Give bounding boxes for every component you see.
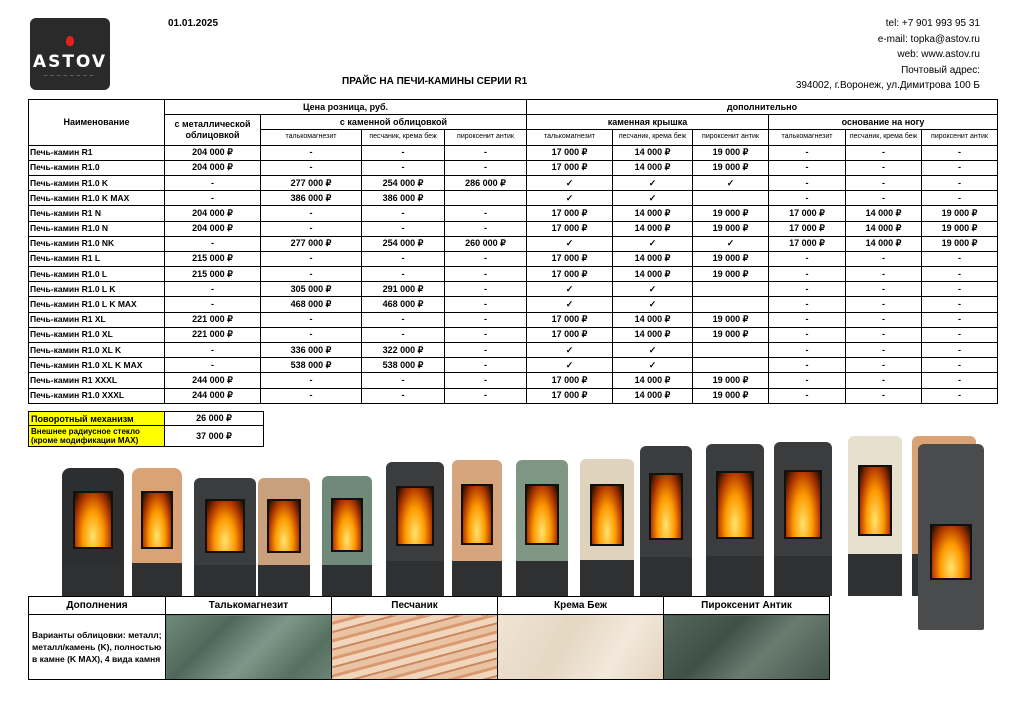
price-cell: - xyxy=(769,343,846,358)
price-cell: - xyxy=(769,191,846,206)
product-name: Печь-камин R1.0 XXXL xyxy=(29,388,165,403)
price-cell: 17 000 ₽ xyxy=(527,221,613,236)
price-cell: 19 000 ₽ xyxy=(693,267,769,282)
price-cell: 468 000 ₽ xyxy=(261,297,362,312)
price-cell: 14 000 ₽ xyxy=(846,236,922,251)
additions-table xyxy=(28,596,830,680)
stove-image xyxy=(322,476,372,596)
price-cell: 19 000 ₽ xyxy=(693,312,769,327)
table-row xyxy=(29,160,998,175)
price-cell: 336 000 ₽ xyxy=(261,343,362,358)
contact-address-label: Почтовый адрес: xyxy=(901,64,980,76)
check-icon: ✓ xyxy=(613,191,693,206)
price-cell: - xyxy=(445,388,527,403)
stone-name: Крема Беж xyxy=(498,597,664,615)
extra-value: 37 000 ₽ xyxy=(165,426,264,447)
price-cell: 17 000 ₽ xyxy=(527,388,613,403)
price-cell: 260 000 ₽ xyxy=(445,236,527,251)
price-cell: 386 000 ₽ xyxy=(362,191,445,206)
price-cell: 386 000 ₽ xyxy=(261,191,362,206)
price-cell: 17 000 ₽ xyxy=(527,327,613,342)
header-base: основание на ногу xyxy=(769,115,998,130)
price-cell: - xyxy=(362,327,445,342)
price-cell: - xyxy=(769,160,846,175)
subheader-cell: талькомагнезит xyxy=(527,130,613,145)
product-name: Печь-камин R1.0 XL K xyxy=(29,343,165,358)
product-name: Печь-камин R1.0 XL xyxy=(29,327,165,342)
price-cell: 17 000 ₽ xyxy=(769,221,846,236)
stove-image xyxy=(580,459,634,596)
fire-window xyxy=(930,524,972,580)
additions-description: Варианты облицовки: металл; металл/камень (K), полностью в камне (K MAX), 4 вида камня xyxy=(29,615,166,680)
price-cell: - xyxy=(445,373,527,388)
price-cell: 14 000 ₽ xyxy=(613,251,693,266)
stove-base xyxy=(386,561,444,596)
product-name: Печь-камин R1.0 L xyxy=(29,267,165,282)
price-cell: 322 000 ₽ xyxy=(362,343,445,358)
price-cell: - xyxy=(261,327,362,342)
stone-name: Песчаник xyxy=(332,597,498,615)
check-icon: ✓ xyxy=(693,236,769,251)
fire-window xyxy=(396,486,433,546)
contact-phone[interactable]: tel: +7 901 993 95 31 xyxy=(885,18,980,29)
price-cell: - xyxy=(846,358,922,373)
document-date: 01.01.2025 xyxy=(168,18,219,29)
price-cell: - xyxy=(769,358,846,373)
stove-image xyxy=(194,478,256,596)
stove-base xyxy=(132,563,182,596)
extra-label: Внешнее радиусное стекло (кроме модификации MAX) xyxy=(29,426,165,447)
stove-base xyxy=(640,557,692,596)
table-row xyxy=(29,312,998,327)
price-cell: 538 000 ₽ xyxy=(362,358,445,373)
price-cell: - xyxy=(769,388,846,403)
price-cell: - xyxy=(445,312,527,327)
fire-window xyxy=(73,491,113,549)
price-cell xyxy=(693,343,769,358)
price-cell: 14 000 ₽ xyxy=(613,221,693,236)
price-cell: 277 000 ₽ xyxy=(261,236,362,251)
fire-window xyxy=(590,484,625,546)
check-icon: ✓ xyxy=(613,175,693,190)
check-icon: ✓ xyxy=(527,175,613,190)
check-icon: ✓ xyxy=(613,236,693,251)
price-cell: - xyxy=(769,175,846,190)
subheader-cell: пироксенит антик xyxy=(445,130,527,145)
product-name: Печь-камин R1.0 K MAX xyxy=(29,191,165,206)
pyroxenite-swatch xyxy=(664,615,830,680)
price-cell: - xyxy=(261,251,362,266)
price-cell: 221 000 ₽ xyxy=(165,312,261,327)
price-cell: - xyxy=(846,297,922,312)
price-cell: - xyxy=(165,191,261,206)
price-cell: 17 000 ₽ xyxy=(527,251,613,266)
subheader-cell: пироксенит антик xyxy=(922,130,998,145)
price-cell: - xyxy=(362,388,445,403)
price-cell: - xyxy=(846,282,922,297)
product-name: Печь-камин R1.0 L K xyxy=(29,282,165,297)
price-cell: - xyxy=(362,145,445,160)
product-name: Печь-камин R1 L xyxy=(29,251,165,266)
price-cell: 19 000 ₽ xyxy=(693,160,769,175)
price-cell: 17 000 ₽ xyxy=(527,145,613,160)
stove-image xyxy=(258,478,310,596)
product-name: Печь-камин R1.0 N xyxy=(29,221,165,236)
price-cell: - xyxy=(165,282,261,297)
stove-base xyxy=(322,565,372,596)
price-cell: - xyxy=(769,373,846,388)
price-cell: 17 000 ₽ xyxy=(527,373,613,388)
header-price: Цена розница, руб. xyxy=(165,100,527,115)
price-cell: 19 000 ₽ xyxy=(693,373,769,388)
price-cell: - xyxy=(846,343,922,358)
flame-icon xyxy=(66,36,74,46)
price-cell: 204 000 ₽ xyxy=(165,221,261,236)
price-cell: 14 000 ₽ xyxy=(613,327,693,342)
price-cell: - xyxy=(846,312,922,327)
logo-subtext: ──────── xyxy=(43,73,97,79)
product-name: Печь-камин R1 XL xyxy=(29,312,165,327)
price-cell: - xyxy=(165,236,261,251)
fire-window xyxy=(649,473,682,540)
price-cell: 244 000 ₽ xyxy=(165,388,261,403)
price-cell: - xyxy=(922,373,998,388)
price-cell: 254 000 ₽ xyxy=(362,236,445,251)
check-icon: ✓ xyxy=(527,358,613,373)
price-cell: 14 000 ₽ xyxy=(846,206,922,221)
table-row xyxy=(29,373,998,388)
talcomagnesite-swatch xyxy=(166,615,332,680)
price-cell: 14 000 ₽ xyxy=(613,373,693,388)
price-cell: - xyxy=(261,145,362,160)
table-row xyxy=(29,236,998,251)
price-cell: 204 000 ₽ xyxy=(165,145,261,160)
price-cell: - xyxy=(165,343,261,358)
price-cell: 19 000 ₽ xyxy=(693,221,769,236)
price-cell: - xyxy=(261,221,362,236)
price-cell: 14 000 ₽ xyxy=(613,267,693,282)
header-name: Наименование xyxy=(29,100,165,146)
fire-window xyxy=(858,465,893,536)
check-icon: ✓ xyxy=(527,236,613,251)
price-cell: - xyxy=(846,327,922,342)
price-cell: 254 000 ₽ xyxy=(362,175,445,190)
price-cell: - xyxy=(165,175,261,190)
price-cell: - xyxy=(922,282,998,297)
price-cell: 244 000 ₽ xyxy=(165,373,261,388)
fire-window xyxy=(267,499,300,553)
price-cell: 291 000 ₽ xyxy=(362,282,445,297)
table-row xyxy=(29,343,998,358)
price-cell: - xyxy=(261,206,362,221)
additions-title: Дополнения xyxy=(29,597,166,615)
check-icon: ✓ xyxy=(613,358,693,373)
price-cell: - xyxy=(362,373,445,388)
price-cell: - xyxy=(445,358,527,373)
check-icon: ✓ xyxy=(693,175,769,190)
price-cell: 14 000 ₽ xyxy=(846,221,922,236)
price-cell: - xyxy=(362,312,445,327)
stove-image xyxy=(848,436,902,596)
price-cell: 17 000 ₽ xyxy=(527,160,613,175)
table-row xyxy=(29,206,998,221)
subheader-cell: песчаник, крема беж xyxy=(613,130,693,145)
stove-base xyxy=(706,556,764,596)
price-cell: - xyxy=(362,251,445,266)
stove-base xyxy=(848,554,902,596)
price-cell: - xyxy=(846,267,922,282)
table-row xyxy=(29,191,998,206)
price-cell: - xyxy=(846,175,922,190)
price-cell: - xyxy=(922,251,998,266)
subheader-cell: талькомагнезит xyxy=(261,130,362,145)
price-cell: 14 000 ₽ xyxy=(613,206,693,221)
price-cell: - xyxy=(922,191,998,206)
price-cell: 19 000 ₽ xyxy=(693,251,769,266)
contact-address: 394002, г.Воронеж, ул.Димитрова 100 Б xyxy=(795,80,980,91)
price-cell: 14 000 ₽ xyxy=(613,160,693,175)
price-cell: - xyxy=(769,145,846,160)
stove-base xyxy=(62,563,124,596)
price-cell: - xyxy=(922,175,998,190)
price-cell: - xyxy=(769,327,846,342)
price-cell: - xyxy=(165,358,261,373)
table-row xyxy=(29,251,998,266)
price-cell: - xyxy=(362,267,445,282)
price-cell: 538 000 ₽ xyxy=(261,358,362,373)
price-cell: 305 000 ₽ xyxy=(261,282,362,297)
price-cell: - xyxy=(922,145,998,160)
product-name: Печь-камин R1.0 XL K MAX xyxy=(29,358,165,373)
header-cap: каменная крышка xyxy=(527,115,769,130)
price-cell: - xyxy=(261,160,362,175)
crema-beige-swatch xyxy=(498,615,664,680)
stove-image xyxy=(706,444,764,596)
price-cell: 286 000 ₽ xyxy=(445,175,527,190)
stove-image xyxy=(918,444,984,630)
stove-image xyxy=(386,462,444,596)
price-cell: - xyxy=(922,343,998,358)
price-cell: - xyxy=(261,388,362,403)
price-cell: - xyxy=(922,327,998,342)
product-name: Печь-камин R1 N xyxy=(29,206,165,221)
stove-image xyxy=(452,460,502,596)
price-cell: - xyxy=(769,267,846,282)
price-cell: 17 000 ₽ xyxy=(527,206,613,221)
price-cell: - xyxy=(922,312,998,327)
stove-base xyxy=(194,565,256,596)
product-name: Печь-камин R1 XXXL xyxy=(29,373,165,388)
product-name: Печь-камин R1.0 NK xyxy=(29,236,165,251)
stove-image xyxy=(132,468,182,596)
price-table-body xyxy=(29,145,998,403)
price-cell: 19 000 ₽ xyxy=(693,145,769,160)
price-cell: - xyxy=(362,221,445,236)
price-cell: - xyxy=(445,267,527,282)
price-cell: - xyxy=(922,358,998,373)
stove-image xyxy=(516,460,568,596)
price-cell: - xyxy=(445,297,527,312)
price-cell: 17 000 ₽ xyxy=(769,236,846,251)
check-icon: ✓ xyxy=(613,343,693,358)
price-cell xyxy=(693,358,769,373)
product-name: Печь-камин R1.0 K xyxy=(29,175,165,190)
price-cell: - xyxy=(445,251,527,266)
price-cell: 204 000 ₽ xyxy=(165,160,261,175)
price-cell: - xyxy=(362,206,445,221)
price-cell: - xyxy=(769,312,846,327)
price-cell: - xyxy=(769,297,846,312)
check-icon: ✓ xyxy=(527,191,613,206)
price-cell: 14 000 ₽ xyxy=(613,388,693,403)
subheader-cell: песчаник, крема беж xyxy=(362,130,445,145)
product-name: Печь-камин R1.0 L K MAX xyxy=(29,297,165,312)
stove-base xyxy=(580,560,634,596)
check-icon: ✓ xyxy=(613,282,693,297)
header-stone: с каменной облицовкой xyxy=(261,115,527,130)
sandstone-swatch xyxy=(332,615,498,680)
contact-block xyxy=(796,16,980,94)
price-cell: - xyxy=(445,160,527,175)
check-icon: ✓ xyxy=(527,343,613,358)
price-cell: 19 000 ₽ xyxy=(922,236,998,251)
table-row xyxy=(29,221,998,236)
stone-name: Пироксенит Антик xyxy=(664,597,830,615)
price-cell: 204 000 ₽ xyxy=(165,206,261,221)
price-cell: 14 000 ₽ xyxy=(613,312,693,327)
price-cell: - xyxy=(846,373,922,388)
price-cell xyxy=(693,191,769,206)
stove-image xyxy=(62,468,124,596)
fire-window xyxy=(141,491,173,549)
price-cell: - xyxy=(445,206,527,221)
table-row xyxy=(29,267,998,282)
price-cell: 17 000 ₽ xyxy=(527,267,613,282)
price-cell: 14 000 ₽ xyxy=(613,145,693,160)
check-icon: ✓ xyxy=(527,297,613,312)
fire-window xyxy=(331,498,363,552)
price-cell: - xyxy=(261,373,362,388)
price-cell: - xyxy=(922,267,998,282)
stove-base xyxy=(452,561,502,596)
header-metal: с металлической облицовкой xyxy=(165,115,261,145)
price-cell: - xyxy=(261,267,362,282)
fire-window xyxy=(461,484,493,545)
price-cell: - xyxy=(769,251,846,266)
table-row xyxy=(29,282,998,297)
price-cell: - xyxy=(846,191,922,206)
price-cell: - xyxy=(445,145,527,160)
price-cell: 19 000 ₽ xyxy=(693,327,769,342)
price-cell: - xyxy=(846,160,922,175)
stove-base xyxy=(258,565,310,596)
price-cell: - xyxy=(846,388,922,403)
price-cell: 19 000 ₽ xyxy=(922,221,998,236)
logo-text: ASTOV xyxy=(32,52,108,72)
table-row xyxy=(29,145,998,160)
table-row xyxy=(29,388,998,403)
price-cell: - xyxy=(922,388,998,403)
price-cell: - xyxy=(922,160,998,175)
check-icon: ✓ xyxy=(527,282,613,297)
contact-email[interactable]: e-mail: topka@astov.ru xyxy=(877,33,980,45)
price-cell: 17 000 ₽ xyxy=(769,206,846,221)
price-cell: 19 000 ₽ xyxy=(922,206,998,221)
subheader-cell: песчаник, крема беж xyxy=(846,130,922,145)
table-row xyxy=(29,175,998,190)
stone-name: Талькомагнезит xyxy=(166,597,332,615)
fire-window xyxy=(784,470,821,539)
price-cell: - xyxy=(846,251,922,266)
price-cell: - xyxy=(362,160,445,175)
price-cell: 19 000 ₽ xyxy=(693,206,769,221)
stove-base xyxy=(774,556,832,596)
price-cell: - xyxy=(261,312,362,327)
header-extra: дополнительно xyxy=(527,100,998,115)
price-cell: - xyxy=(846,145,922,160)
subheader-cell: талькомагнезит xyxy=(769,130,846,145)
product-name: Печь-камин R1.0 xyxy=(29,160,165,175)
price-cell: - xyxy=(445,327,527,342)
table-row xyxy=(29,358,998,373)
extra-label: Поворотный механизм xyxy=(29,412,165,426)
subheader-cell: пироксенит антик xyxy=(693,130,769,145)
stove-base xyxy=(516,561,568,596)
table-row xyxy=(29,297,998,312)
price-cell: - xyxy=(445,282,527,297)
extra-value: 26 000 ₽ xyxy=(165,412,264,426)
stove-image xyxy=(774,442,832,596)
price-cell: - xyxy=(922,297,998,312)
price-cell: 19 000 ₽ xyxy=(693,388,769,403)
fire-window xyxy=(205,499,245,553)
price-cell: - xyxy=(445,221,527,236)
price-cell: 468 000 ₽ xyxy=(362,297,445,312)
price-cell: - xyxy=(445,343,527,358)
price-cell: 277 000 ₽ xyxy=(261,175,362,190)
price-cell: 215 000 ₽ xyxy=(165,267,261,282)
astov-logo xyxy=(30,18,110,90)
table-row xyxy=(29,327,998,342)
price-cell: 221 000 ₽ xyxy=(165,327,261,342)
fire-window xyxy=(716,471,753,539)
product-name: Печь-камин R1 xyxy=(29,145,165,160)
price-cell xyxy=(445,191,527,206)
document-title: ПРАЙС НА ПЕЧИ-КАМИНЫ СЕРИИ R1 xyxy=(342,76,528,87)
fire-window xyxy=(525,484,558,545)
price-table xyxy=(28,99,998,404)
price-cell: 215 000 ₽ xyxy=(165,251,261,266)
check-icon: ✓ xyxy=(613,297,693,312)
price-cell xyxy=(693,297,769,312)
price-cell: - xyxy=(769,282,846,297)
price-cell: - xyxy=(165,297,261,312)
price-cell: 17 000 ₽ xyxy=(527,312,613,327)
stove-gallery xyxy=(60,436,1000,596)
contact-web[interactable]: web: www.astov.ru xyxy=(897,49,980,60)
price-cell xyxy=(693,282,769,297)
extra-row xyxy=(29,412,264,426)
stove-image xyxy=(640,446,692,596)
